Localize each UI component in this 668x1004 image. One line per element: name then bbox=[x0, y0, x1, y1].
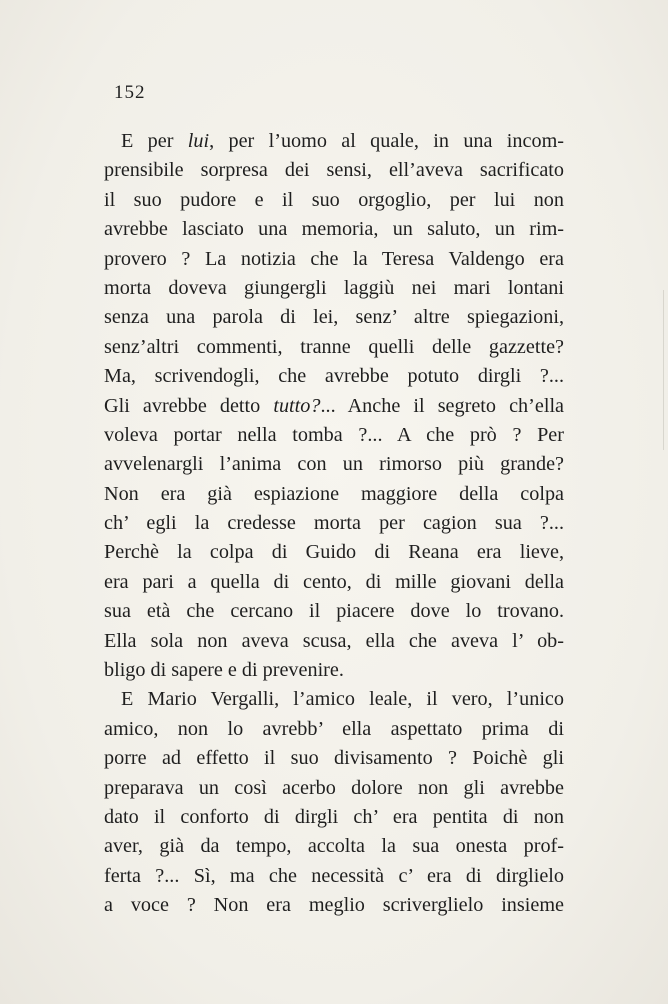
text-line: senza una parola di lei, senz’ altre spiegazioni, bbox=[104, 306, 564, 329]
text-line: avrebbe lasciato una memoria, un saluto, un rim- bbox=[104, 218, 564, 241]
text-line: ferta ?... Sì, ma che necessità c’ era di dirglielo bbox=[104, 864, 564, 887]
page-number: 152 bbox=[114, 82, 146, 103]
text-line: voleva portar nella tomba ?... A che prò ? Per bbox=[104, 423, 564, 446]
body-text bbox=[104, 127, 564, 921]
text-line: provero ? La notizia che la Teresa Valdengo era bbox=[104, 247, 564, 270]
text-line: a voce ? Non era meglio scriverglielo insieme bbox=[104, 894, 564, 917]
text-line: aver, già da tempo, accolta la sua onesta prof- bbox=[104, 835, 564, 858]
text-line: ch’ egli la credesse morta per cagion sua ?... bbox=[104, 512, 564, 535]
text-line: morta doveva giungergli laggiù nei mari lontani bbox=[104, 276, 564, 299]
text-line: E per lui, per l’uomo al quale, in una incom- bbox=[121, 130, 564, 152]
text-line: preparava un così acerbo dolore non gli avrebbe bbox=[104, 776, 564, 799]
text-line: prensibile sorpresa dei sensi, ell’aveva sacrificato bbox=[104, 159, 564, 182]
text-line: Ella sola non aveva scusa, ella che aveva l’ ob- bbox=[104, 629, 564, 652]
text-line: avvelenargli l’anima con un rimorso più grande? bbox=[104, 453, 564, 476]
text-line: senz’altri commenti, tranne quelli delle gazzette? bbox=[104, 335, 564, 358]
text-line: il suo pudore e il suo orgoglio, per lui non bbox=[104, 188, 564, 211]
text-line: amico, non lo avrebb’ ella aspettato prima di bbox=[104, 717, 564, 740]
text-line: era pari a quella di cento, di mille giovani della bbox=[104, 570, 564, 593]
text-line: Perchè la colpa di Guido di Reana era lieve, bbox=[104, 541, 564, 564]
text-line: Ma, scrivendogli, che avrebbe potuto dirgli ?... bbox=[104, 365, 564, 388]
text-line: E Mario Vergalli, l’amico leale, il vero, l’unico bbox=[121, 688, 564, 711]
text-line: dato il conforto di dirgli ch’ era pentita di non bbox=[104, 805, 564, 828]
text-line: sua età che cercano il piacere dove lo trovano. bbox=[104, 600, 564, 623]
text-line: Gli avrebbe detto tutto?... Anche il segreto ch’ella bbox=[104, 394, 565, 417]
text-line: Non era già espiazione maggiore della colpa bbox=[104, 482, 564, 505]
page-edge-shadow bbox=[653, 290, 664, 450]
text-line: bligo di sapere e di prevenire. bbox=[104, 659, 344, 682]
text-line: porre ad effetto il suo divisamento ? Poichè gli bbox=[104, 747, 564, 770]
